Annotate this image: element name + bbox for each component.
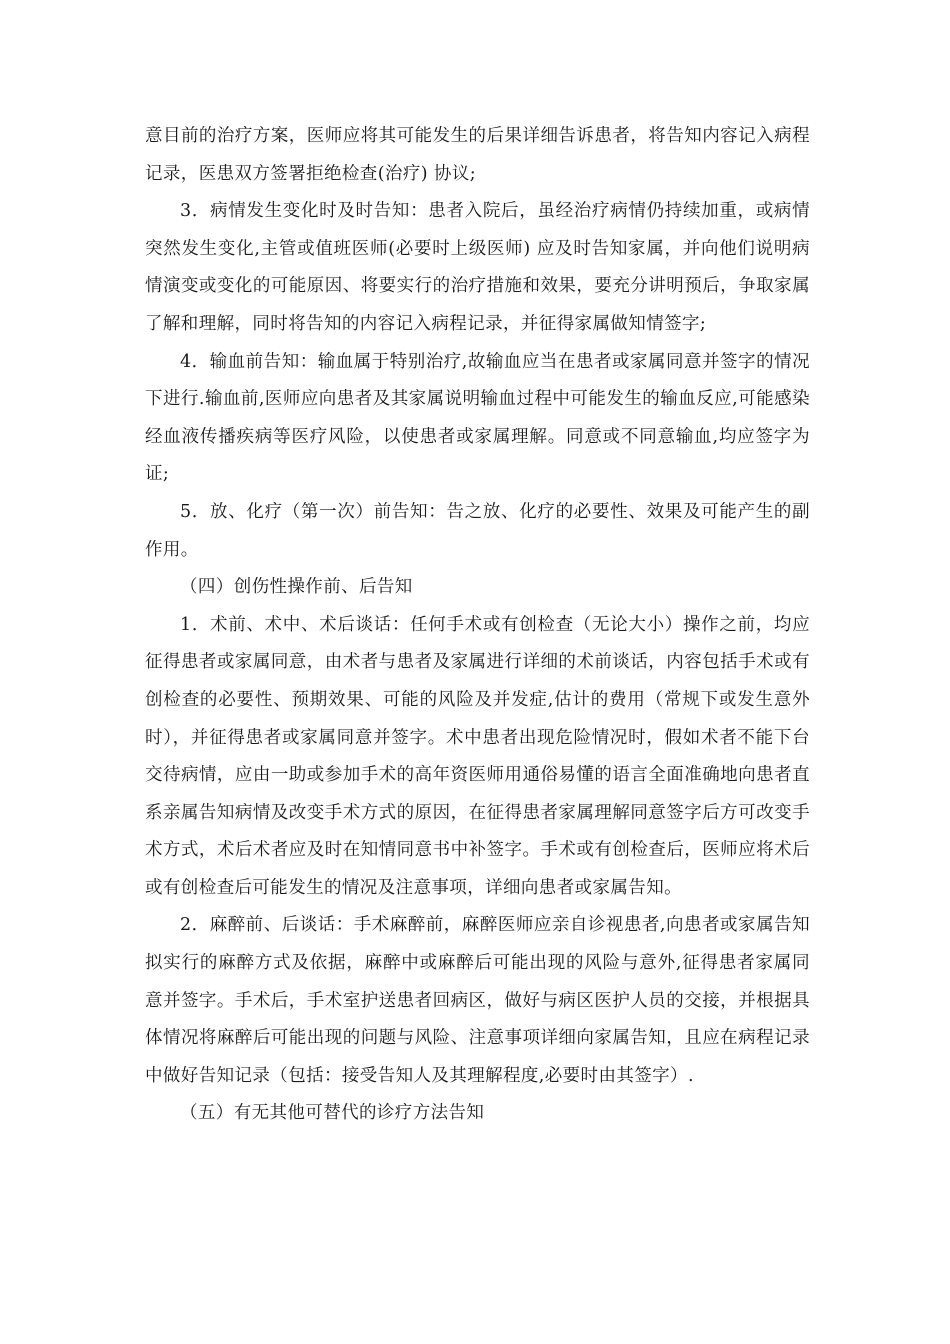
paragraph-surgery-talk: 1．术前、术中、术后谈话：任何手术或有创检查（无论大小）操作之前，均应征得患者或家属同意，由术者与患者及家属进行详细的术前谈话，内容包括手术或有创检查的必要性、预期效果、可能的风险及并发症,估计的费用（常规下或发生意外时），并征得患者或家属同意并签字。术中患者出现危险情况时，假如术者不能下台交待病情，应由一助或参加手术的高年资医师用通俗易懂的语言全面准确地向患者直系亲属告知病情及改变手术方式的原因，在征得患者家属理解同意签字后方可改变手术方式，术后术者应及时在知情同意书中补签字。手术或有创检查后，医师应将术后或有创检查后可能发生的情况及注意事项，详细向患者或家属告知。 xyxy=(145,614,810,898)
paragraph-refusal-continued: 意目前的治疗方案，医师应将其可能发生的后果详细告诉患者，将告知内容记入病程记录，医患双方签署拒绝检查(治疗) 协议; xyxy=(145,126,810,184)
paragraph-condition-change-notice: 3．病情发生变化时及时告知：患者入院后，虽经治疗病情仍持续加重，或病情突然发生变化,主管或值班医师(必要时上级医师) 应及时告知家属，并向他们说明病情演变或变化的可能原因、将要实行的治疗措施和效果，要充分讲明预后，争取家属了解和理解，同时将告知的内容记入病程记录，并征得家属做知情签字; xyxy=(145,201,810,334)
paragraph-transfusion-notice: 4．输血前告知：输血属于特别治疗,故输血应当在患者或家属同意并签字的情况下进行.输血前,医师应向患者及其家属说明输血过程中可能发生的输血反应,可能感染经血液传播疾病等医疗风险，以使患者或家属理解。同意或不同意输血,均应签字为证; xyxy=(145,351,810,485)
section-heading-alternative-treatments: （五）有无其他可替代的诊疗方法告知 xyxy=(180,1103,485,1124)
paragraph-anesthesia-talk: 2．麻醉前、后谈话：手术麻醉前，麻醉医师应亲自诊视患者,向患者或家属告知拟实行的麻醉方式及依据，麻醉中或麻醉后可能出现的风险与意外,征得患者家属同意并签字。手术后，手术室护送患者回病区，做好与病区医护人员的交接，并根据具体情况将麻醉后可能出现的问题与风险、注意事项详细向家属告知，且应在病程记录中做好告知记录（包括：接受告知人及其理解程度,必要时由其签字）. xyxy=(145,915,810,1086)
section-heading-invasive-procedures: （四）创伤性操作前、后告知 xyxy=(180,577,413,598)
paragraph-chemo-radiotherapy-notice: 5．放、化疗（第一次）前告知：告之放、化疗的必要性、效果及可能产生的副作用。 xyxy=(145,501,810,560)
